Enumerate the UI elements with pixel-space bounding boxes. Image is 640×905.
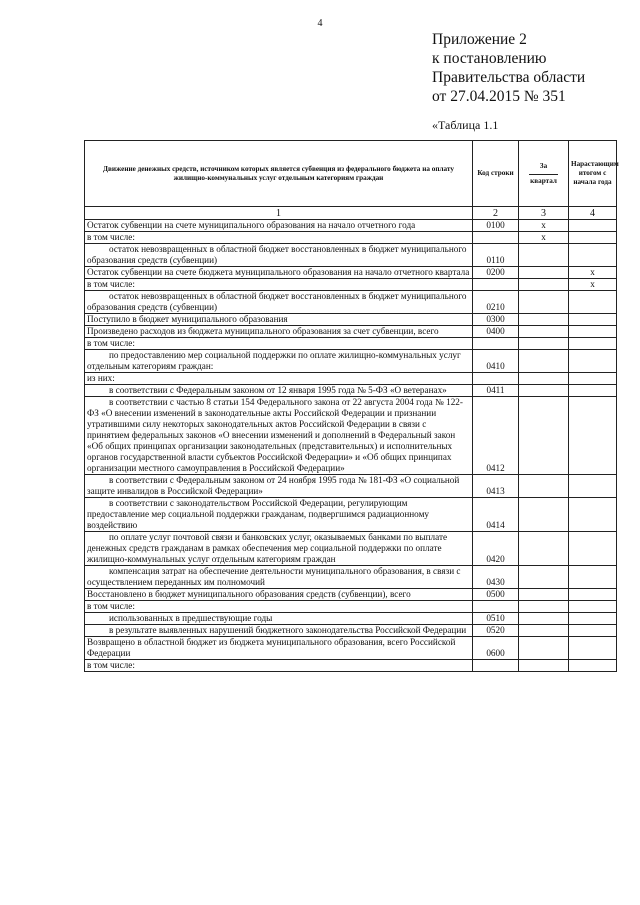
- table-row: [85, 220, 617, 232]
- table-row: [85, 397, 617, 475]
- appendix-line: от 27.04.2015 № 351: [432, 88, 566, 105]
- row-code: 0420: [473, 532, 519, 566]
- table-row: [85, 660, 617, 672]
- row-cumulative-value: [569, 385, 617, 397]
- row-code: [473, 232, 519, 244]
- table-row: [85, 589, 617, 601]
- row-cumulative-value: [569, 660, 617, 672]
- row-code: [473, 373, 519, 385]
- row-cumulative-value: [569, 601, 617, 613]
- row-label: Остаток субвенции на счете бюджета муниципального образования на начало отчетного квартала: [85, 267, 473, 279]
- row-code: 0500: [473, 589, 519, 601]
- table-label: «Таблица 1.1: [432, 118, 499, 132]
- header-code: Код строки: [473, 141, 519, 207]
- row-quarter-value: [519, 373, 569, 385]
- row-code: [473, 601, 519, 613]
- row-code: 0400: [473, 326, 519, 338]
- row-cumulative-value: [569, 498, 617, 532]
- column-number: 1: [85, 207, 473, 220]
- row-code: 0200: [473, 267, 519, 279]
- row-quarter-value: [519, 566, 569, 589]
- row-cumulative-value: [569, 589, 617, 601]
- row-label: остаток невозвращенных в областной бюджет восстановленных в бюджет муниципального образования средств (субвенции): [85, 244, 473, 267]
- row-cumulative-value: [569, 566, 617, 589]
- row-cumulative-value: [569, 220, 617, 232]
- row-label: в том числе:: [85, 232, 473, 244]
- row-quarter-value: x: [519, 232, 569, 244]
- row-code: 0412: [473, 397, 519, 475]
- row-cumulative-value: [569, 475, 617, 498]
- header-quarter-bottom: квартал: [529, 174, 558, 186]
- row-cumulative-value: x: [569, 267, 617, 279]
- row-label: в том числе:: [85, 338, 473, 350]
- header-quarter: [519, 141, 569, 207]
- row-label: в соответствии с законодательством Российской Федерации, регулирующим предоставление мер социальной поддержки гражданам, подвергшимся радиационному воздействию: [85, 498, 473, 532]
- table-row: [85, 475, 617, 498]
- row-cumulative-value: [569, 314, 617, 326]
- appendix-line: Приложение 2: [432, 31, 527, 48]
- row-code: 0413: [473, 475, 519, 498]
- row-quarter-value: [519, 326, 569, 338]
- appendix-header: [432, 30, 585, 106]
- report-table: [84, 140, 617, 672]
- table-row: [85, 385, 617, 397]
- table-row: [85, 232, 617, 244]
- row-code: 0410: [473, 350, 519, 373]
- table-row: [85, 601, 617, 613]
- row-label: по оплате услуг почтовой связи и банковских услуг, оказываемых банками по выплате денежных средств гражданам в рамках обеспечения мер социальной поддержки по оплате жилищно-коммунальных услуг отдельным категориям граждан: [85, 532, 473, 566]
- table-row: [85, 625, 617, 637]
- row-label: из них:: [85, 373, 473, 385]
- row-quarter-value: [519, 397, 569, 475]
- row-quarter-value: [519, 498, 569, 532]
- row-label: Возвращено в областной бюджет из бюджета муниципального образования, всего Российской Федерации: [85, 637, 473, 660]
- row-cumulative-value: [569, 613, 617, 625]
- header-cumulative: Нарастающим итогом с начала года: [569, 141, 617, 207]
- row-quarter-value: [519, 314, 569, 326]
- row-quarter-value: [519, 385, 569, 397]
- row-cumulative-value: [569, 397, 617, 475]
- page-number: 4: [317, 18, 323, 29]
- row-quarter-value: [519, 291, 569, 314]
- row-quarter-value: [519, 267, 569, 279]
- row-label: по предоставлению мер социальной поддержки по оплате жилищно-коммунальных услуг отдельным категориям граждан:: [85, 350, 473, 373]
- table-row: [85, 532, 617, 566]
- column-number: 3: [519, 207, 569, 220]
- row-label: Остаток субвенции на счете муниципального образования на начало отчетного года: [85, 220, 473, 232]
- row-quarter-value: [519, 350, 569, 373]
- row-code: 0600: [473, 637, 519, 660]
- table-row: [85, 566, 617, 589]
- row-code: [473, 338, 519, 350]
- row-code: 0510: [473, 613, 519, 625]
- row-cumulative-value: [569, 373, 617, 385]
- row-cumulative-value: [569, 291, 617, 314]
- table-row: [85, 350, 617, 373]
- row-label: Восстановлено в бюджет муниципального образования средств (субвенции), всего: [85, 589, 473, 601]
- row-quarter-value: [519, 601, 569, 613]
- row-cumulative-value: [569, 637, 617, 660]
- row-label: остаток невозвращенных в областной бюджет восстановленных в бюджет муниципального образования средств (субвенции): [85, 291, 473, 314]
- table-row: [85, 244, 617, 267]
- row-quarter-value: [519, 589, 569, 601]
- row-code: 0100: [473, 220, 519, 232]
- row-label: в соответствии с Федеральным законом от 12 января 1995 года № 5-ФЗ «О ветеранах»: [85, 385, 473, 397]
- row-quarter-value: [519, 660, 569, 672]
- row-label: в том числе:: [85, 601, 473, 613]
- row-quarter-value: [519, 338, 569, 350]
- row-cumulative-value: [569, 244, 617, 267]
- row-code: 0210: [473, 291, 519, 314]
- table-row: [85, 279, 617, 291]
- header-movement: Движение денежных средств, источником которых является субвенция из федерального бюджета на оплату жилищно-коммунальных услуг отдельным категориям граждан: [85, 141, 473, 207]
- column-number: 2: [473, 207, 519, 220]
- table-row: [85, 314, 617, 326]
- row-label: Поступило в бюджет муниципального образования: [85, 314, 473, 326]
- row-code: 0414: [473, 498, 519, 532]
- row-code: 0300: [473, 314, 519, 326]
- header-quarter-top: За: [539, 161, 548, 170]
- row-cumulative-value: x: [569, 279, 617, 291]
- row-cumulative-value: [569, 232, 617, 244]
- table-row: [85, 637, 617, 660]
- appendix-line: Правительства области: [432, 69, 586, 86]
- table-row: [85, 613, 617, 625]
- row-quarter-value: [519, 244, 569, 267]
- row-quarter-value: [519, 625, 569, 637]
- table-row: [85, 373, 617, 385]
- row-cumulative-value: [569, 338, 617, 350]
- row-label: Произведено расходов из бюджета муниципального образования за счет субвенции, всего: [85, 326, 473, 338]
- row-cumulative-value: [569, 532, 617, 566]
- row-cumulative-value: [569, 326, 617, 338]
- table-row: [85, 326, 617, 338]
- row-label: в том числе:: [85, 660, 473, 672]
- row-cumulative-value: [569, 350, 617, 373]
- row-label: в результате выявленных нарушений бюджетного законодательства Российской Федерации: [85, 625, 473, 637]
- row-label: компенсация затрат на обеспечение деятельности муниципального образования, в связи с осуществлением переданных им полномочий: [85, 566, 473, 589]
- row-label: использованных в предшествующие годы: [85, 613, 473, 625]
- row-quarter-value: [519, 613, 569, 625]
- column-number: 4: [569, 207, 617, 220]
- table-row: [85, 338, 617, 350]
- row-label: в соответствии с Федеральным законом от 24 ноября 1995 года № 181-ФЗ «О социальной защите инвалидов в Российской Федерации»: [85, 475, 473, 498]
- table-row: [85, 267, 617, 279]
- row-quarter-value: x: [519, 220, 569, 232]
- row-quarter-value: [519, 637, 569, 660]
- row-code: [473, 279, 519, 291]
- row-label: в том числе:: [85, 279, 473, 291]
- row-code: 0110: [473, 244, 519, 267]
- row-label: в соответствии с частью 8 статьи 154 Федерального закона от 22 августа 2004 года № 122-ФЗ «О внесении изменений в законодательные акты Российской Федерации и признании утратившими силу некоторых законодательных актов Российской Федерации в связи с принятием федеральных законов «О внесении изменений и дополнений в Федеральный закон «Об общих принципах организации законодательных (представительных) и исполнительных органов государственной власти субъектов Российской Федерации» и «Об общих принципах организации местного самоуправления в Российской Федерации»: [85, 397, 473, 475]
- row-quarter-value: [519, 475, 569, 498]
- table-row: [85, 498, 617, 532]
- row-cumulative-value: [569, 625, 617, 637]
- row-code: [473, 660, 519, 672]
- table-row: [85, 291, 617, 314]
- row-code: 0430: [473, 566, 519, 589]
- appendix-line: к постановлению: [432, 50, 547, 67]
- row-code: 0520: [473, 625, 519, 637]
- row-quarter-value: [519, 279, 569, 291]
- row-code: 0411: [473, 385, 519, 397]
- row-quarter-value: [519, 532, 569, 566]
